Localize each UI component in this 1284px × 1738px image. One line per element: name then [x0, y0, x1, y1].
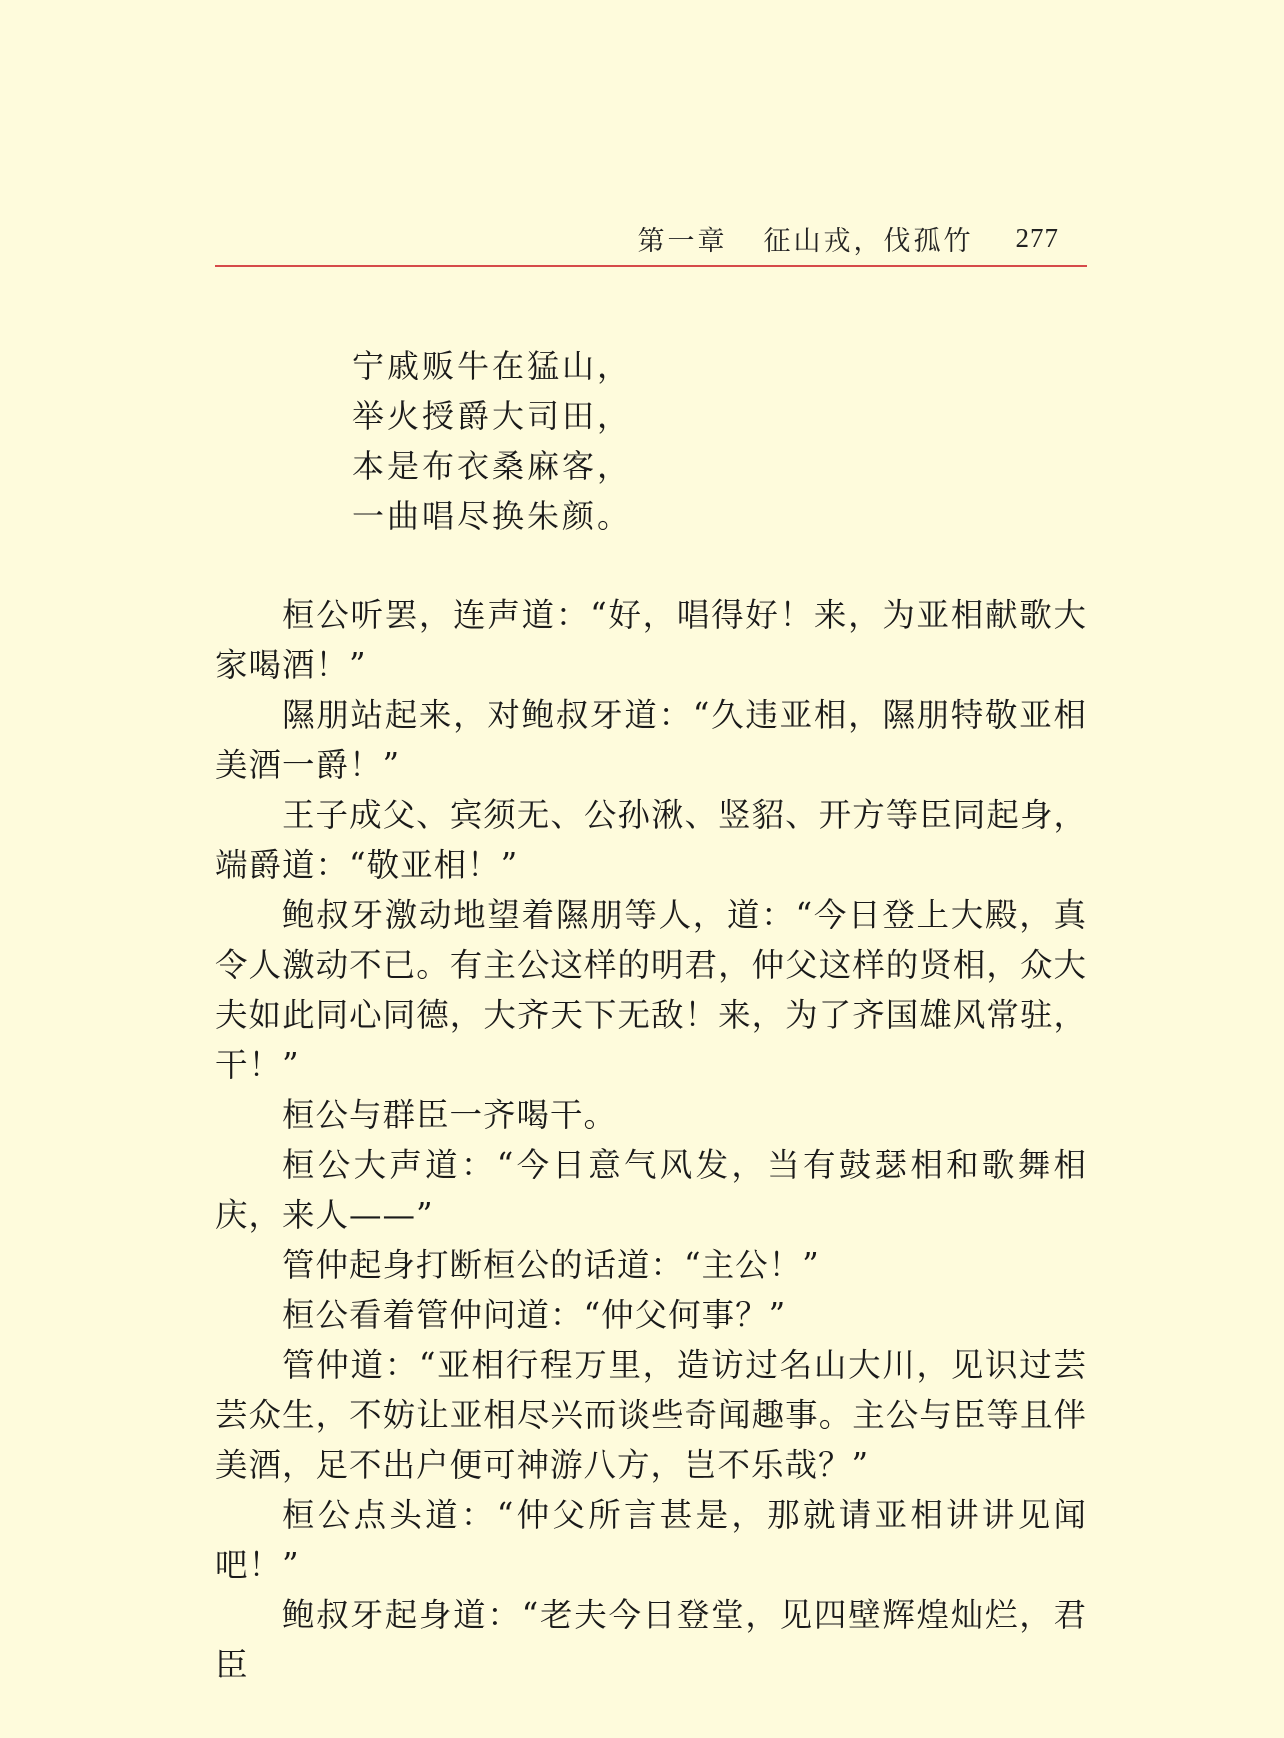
running-header — [215, 218, 1087, 258]
paragraph: 桓公点头道：“仲父所言甚是，那就请亚相讲讲见闻吧！” — [215, 1496, 1087, 1584]
poem-line: 本是布衣桑麻客， — [352, 447, 633, 485]
paragraph: 隰朋站起来，对鲍叔牙道：“久违亚相，隰朋特敬亚相美酒一爵！” — [215, 696, 1087, 784]
poem-block — [352, 341, 912, 541]
paragraph: 桓公看着管仲问道：“仲父何事？” — [282, 1296, 787, 1334]
paragraph: 王子成父、宾须无、公孙湫、竖貂、开方等臣同起身，端爵道：“敬亚相！” — [215, 796, 1087, 884]
paragraph: 鲍叔牙激动地望着隰朋等人，道：“今日登上大殿，真令人激动不已。有主公这样的明君，仲父这样的贤相，众大夫如此同心同德，大齐天下无敌！来，为了齐国雄风常驻，干！” — [215, 896, 1087, 1084]
paragraph: 管仲道：“亚相行程万里，造访过名山大川，见识过芸芸众生，不妨让亚相尽兴而谈些奇闻趣事。主公与臣等且伴美酒，足不出户便可神游八方，岂不乐哉？” — [215, 1346, 1087, 1484]
paragraph: 桓公与群臣一齐喝干。 — [282, 1096, 618, 1134]
poem-line: 一曲唱尽换朱颜。 — [352, 497, 633, 535]
paragraph: 管仲起身打断桓公的话道：“主公！” — [282, 1246, 820, 1284]
header-divider — [215, 265, 1087, 267]
paragraph: 桓公听罢，连声道：“好，唱得好！来，为亚相献歌大家喝酒！” — [215, 596, 1087, 684]
paragraph: 桓公大声道：“今日意气风发，当有鼓瑟相和歌舞相庆，来人——” — [215, 1146, 1087, 1234]
body-text — [215, 590, 1087, 1690]
page-number: 277 — [1015, 222, 1059, 253]
poem-line: 举火授爵大司田， — [352, 397, 633, 435]
chapter-label: 第一章 — [637, 225, 728, 257]
poem-line: 宁戚贩牛在猛山， — [352, 347, 633, 385]
chapter-title: 征山戎，伐孤竹 — [763, 225, 974, 257]
paragraph: 鲍叔牙起身道：“老夫今日登堂，见四壁辉煌灿烂，君臣 — [215, 1596, 1087, 1684]
